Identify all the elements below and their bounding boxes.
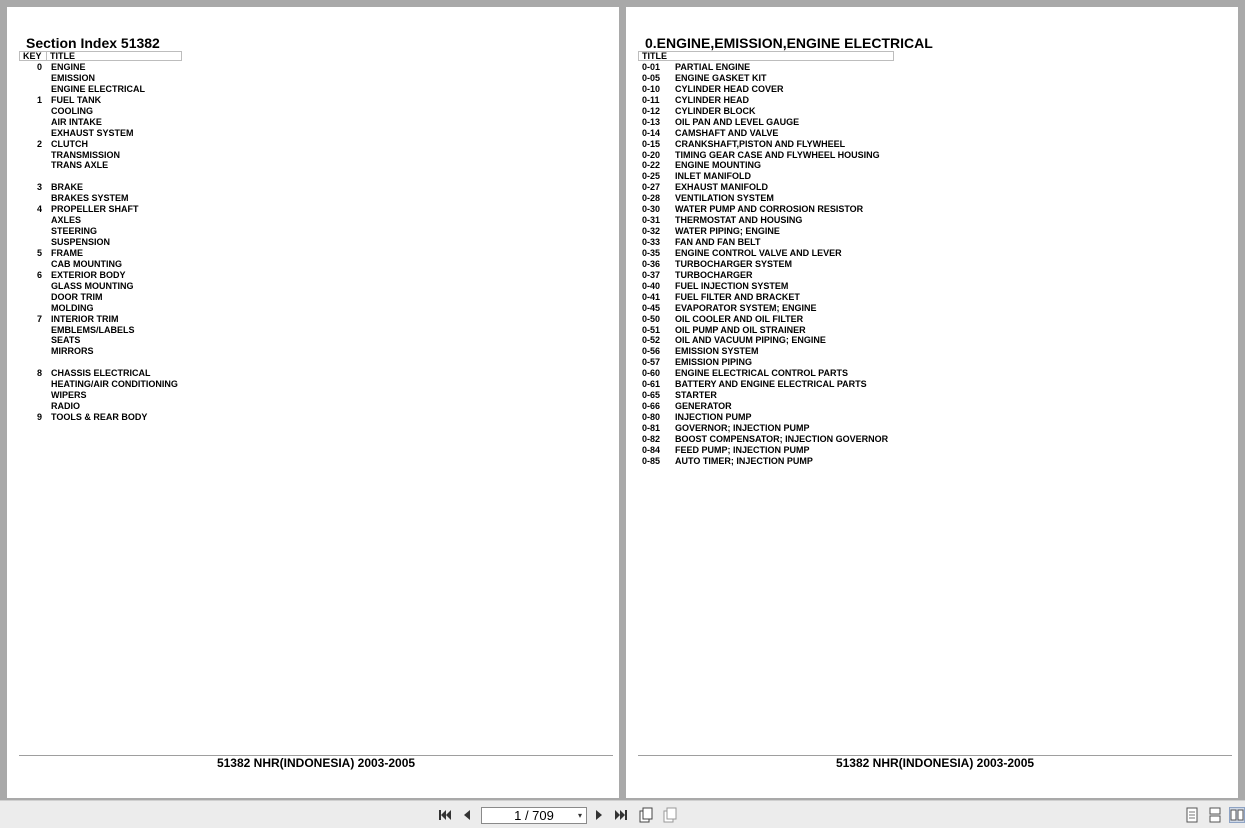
list-item — [20, 270, 220, 281]
key-column-header: KEY — [23, 51, 42, 61]
item-title: PROPELLER SHAFT — [51, 204, 139, 215]
item-key: 0-57 — [642, 357, 661, 368]
list-item — [642, 204, 962, 215]
item-title: CAB MOUNTING — [51, 258, 122, 269]
item-key: 0-30 — [642, 204, 661, 215]
item-title: CAMSHAFT AND VALVE — [675, 127, 779, 138]
list-item — [642, 215, 962, 226]
item-title: ENGINE ELECTRICAL — [51, 83, 146, 94]
item-title: BATTERY AND ENGINE ELECTRICAL PARTS — [675, 379, 867, 390]
list-item — [642, 182, 962, 193]
list-item — [642, 160, 962, 171]
item-title: EMISSION — [51, 72, 96, 83]
item-key: 0-84 — [642, 444, 661, 455]
item-key: 0-36 — [642, 258, 661, 269]
item-key: 0-13 — [642, 116, 661, 127]
list-item — [20, 73, 220, 84]
item-key: 6 — [36, 269, 42, 280]
item-title: EVAPORATOR SYSTEM; ENGINE — [675, 302, 817, 313]
list-item — [642, 84, 962, 95]
item-key: 0-33 — [642, 237, 661, 247]
item-title: TURBOCHARGER — [675, 269, 753, 280]
list-item — [642, 325, 962, 336]
item-title: TURBOCHARGER SYSTEM — [675, 258, 793, 269]
list-item — [20, 314, 220, 325]
next-page-icon — [592, 808, 606, 822]
copy-button[interactable] — [662, 807, 678, 823]
item-title: GOVERNOR; INJECTION PUMP — [675, 422, 810, 433]
item-title: INLET MANIFOLD — [675, 171, 751, 182]
item-title: AXLES — [51, 215, 82, 226]
item-title: HEATING/AIR CONDITIONING — [51, 379, 178, 390]
title-column-header: TITLE — [50, 51, 75, 61]
item-title: TOOLS & REAR BODY — [51, 412, 148, 422]
list-item — [20, 128, 220, 139]
two-page-view-button[interactable] — [1229, 807, 1245, 823]
item-title: ENGINE MOUNTING — [675, 160, 762, 171]
item-title: TRANS AXLE — [51, 160, 109, 171]
list-item — [642, 95, 962, 106]
item-key: 0-05 — [642, 72, 661, 83]
item-title: OIL PAN AND LEVEL GAUGE — [675, 116, 800, 127]
list-item — [642, 335, 962, 346]
first-page-icon — [438, 808, 452, 822]
item-title: MOLDING — [51, 302, 94, 313]
index-table-header — [19, 51, 182, 61]
continuous-view-button[interactable] — [1207, 807, 1223, 823]
list-item — [20, 117, 220, 128]
item-title: RADIO — [51, 401, 80, 412]
item-title: BRAKE — [51, 182, 84, 193]
section-index-title: Section Index 51382 — [26, 35, 160, 51]
item-title: EXHAUST SYSTEM — [51, 127, 134, 138]
item-title: EMISSION SYSTEM — [675, 346, 759, 357]
item-title: TRANSMISSION — [51, 149, 121, 160]
list-item — [20, 390, 220, 401]
previous-page-icon — [460, 808, 474, 822]
item-title: EMISSION PIPING — [675, 357, 753, 368]
last-page-button[interactable] — [613, 807, 629, 823]
item-title: FUEL TANK — [51, 94, 102, 105]
list-item — [20, 368, 220, 379]
list-item — [20, 303, 220, 314]
item-key: 0-11 — [642, 94, 660, 105]
item-title: CYLINDER HEAD COVER — [675, 83, 784, 94]
item-title: FRAME — [51, 247, 83, 258]
list-item — [642, 445, 962, 456]
continuous-view-icon — [1207, 807, 1223, 823]
item-key: 0-01 — [642, 62, 661, 72]
section-index-list — [20, 62, 220, 423]
list-item — [20, 226, 220, 237]
item-key: 0-60 — [642, 368, 661, 379]
item-title: ENGINE — [51, 62, 86, 72]
item-key: 0-51 — [642, 324, 661, 335]
item-key: 4 — [36, 204, 42, 215]
previous-page-button[interactable] — [459, 807, 475, 823]
parts-list — [642, 62, 962, 467]
list-item — [642, 270, 962, 281]
item-key: 7 — [36, 313, 42, 324]
single-page-view-button[interactable] — [1184, 807, 1200, 823]
two-page-view-icon — [1230, 808, 1244, 822]
item-title: FUEL INJECTION SYSTEM — [675, 280, 789, 291]
item-title: WIPERS — [51, 390, 87, 401]
list-item — [642, 401, 962, 412]
list-item — [20, 379, 220, 390]
item-title: WATER PUMP AND CORROSION RESISTOR — [675, 204, 864, 215]
item-key: 0-32 — [642, 226, 661, 237]
item-title: GENERATOR — [675, 401, 732, 412]
list-item — [642, 368, 962, 379]
item-key: 0-52 — [642, 335, 661, 346]
list-item — [642, 193, 962, 204]
parts-table-header — [638, 51, 894, 61]
list-item — [20, 401, 220, 412]
item-title: INTERIOR TRIM — [51, 313, 119, 324]
list-item — [642, 73, 962, 84]
last-page-icon — [614, 808, 628, 822]
item-key: 0-81 — [642, 422, 661, 433]
item-title: EXTERIOR BODY — [51, 269, 126, 280]
list-item — [20, 106, 220, 117]
item-title: DOOR TRIM — [51, 291, 103, 302]
list-item — [20, 84, 220, 95]
list-item — [642, 150, 962, 161]
item-title: FAN AND FAN BELT — [675, 237, 761, 247]
item-title: SUSPENSION — [51, 237, 111, 247]
list-item — [642, 226, 962, 237]
item-key: 9 — [36, 412, 42, 422]
item-key: 3 — [36, 182, 42, 193]
list-item — [642, 139, 962, 150]
item-key: 0-25 — [642, 171, 661, 182]
item-title: TIMING GEAR CASE AND FLYWHEEL HOUSING — [675, 149, 880, 160]
list-item — [642, 248, 962, 259]
item-title: FEED PUMP; INJECTION PUMP — [675, 444, 810, 455]
page-number-field[interactable] — [481, 807, 587, 824]
item-title: INJECTION PUMP — [675, 412, 752, 422]
item-title: BOOST COMPENSATOR; INJECTION GOVERNOR — [675, 433, 889, 444]
item-title: FUEL FILTER AND BRACKET — [675, 291, 800, 302]
list-item — [642, 303, 962, 314]
list-item — [20, 281, 220, 292]
list-item — [642, 434, 962, 445]
list-item — [642, 259, 962, 270]
list-item — [642, 314, 962, 325]
list-item — [642, 281, 962, 292]
item-key: 0-41 — [642, 291, 661, 302]
list-item — [642, 106, 962, 117]
item-key: 0-56 — [642, 346, 661, 357]
list-item — [20, 139, 220, 150]
list-item — [20, 292, 220, 303]
item-title: STARTER — [675, 390, 717, 401]
single-page-view-icon — [1184, 807, 1200, 823]
page-footer: 51382 NHR(INDONESIA) 2003-2005 — [216, 756, 416, 770]
item-title: STEERING — [51, 226, 98, 237]
list-item — [20, 335, 220, 346]
item-title: PARTIAL ENGINE — [675, 62, 751, 72]
list-item — [20, 248, 220, 259]
item-title: OIL COOLER AND OIL FILTER — [675, 313, 804, 324]
list-item — [20, 62, 220, 73]
item-title: BRAKES SYSTEM — [51, 193, 129, 204]
item-key: 0-28 — [642, 193, 661, 204]
rotate-button[interactable] — [638, 807, 654, 823]
list-item — [20, 171, 220, 182]
list-item — [20, 193, 220, 204]
next-page-button[interactable] — [591, 807, 607, 823]
item-title: OIL PUMP AND OIL STRAINER — [675, 324, 806, 335]
item-title: ENGINE CONTROL VALVE AND LEVER — [675, 247, 842, 258]
item-key: 0 — [36, 62, 42, 72]
page-left — [7, 7, 619, 798]
item-title: SEATS — [51, 335, 81, 346]
item-key: 0-45 — [642, 302, 661, 313]
item-title: THERMOSTAT AND HOUSING — [675, 215, 803, 226]
list-item — [642, 357, 962, 368]
list-item — [20, 215, 220, 226]
copy-icon — [662, 807, 678, 823]
rotate-icon — [638, 807, 654, 823]
chevron-down-icon[interactable]: ▾ — [577, 811, 582, 820]
item-key: 5 — [36, 247, 42, 258]
item-title: ENGINE GASKET KIT — [675, 72, 767, 83]
item-key: 0-31 — [642, 215, 661, 226]
item-title: CYLINDER HEAD — [675, 94, 750, 105]
list-item — [20, 346, 220, 357]
list-item — [20, 412, 220, 423]
item-key: 0-61 — [642, 379, 661, 390]
list-item — [642, 379, 962, 390]
item-key: 0-82 — [642, 433, 661, 444]
viewer-toolbar — [0, 800, 1245, 828]
item-key: 0-10 — [642, 83, 661, 94]
item-title: ENGINE ELECTRICAL CONTROL PARTS — [675, 368, 849, 379]
item-title: EXHAUST MANIFOLD — [675, 182, 768, 193]
item-key: 8 — [36, 368, 42, 379]
list-item — [642, 128, 962, 139]
item-key: 0-27 — [642, 182, 661, 193]
list-item — [20, 237, 220, 248]
list-item — [642, 62, 962, 73]
item-title: OIL AND VACUUM PIPING; ENGINE — [675, 335, 826, 346]
list-item — [642, 412, 962, 423]
item-key: 0-35 — [642, 247, 661, 258]
page-indicator: 1 / 709 — [514, 808, 554, 823]
item-title: COOLING — [51, 105, 93, 116]
item-key: 2 — [36, 138, 42, 149]
item-key: 0-85 — [642, 455, 661, 466]
item-title: MIRRORS — [51, 346, 94, 357]
item-key: 0-14 — [642, 127, 661, 138]
item-key: 0-65 — [642, 390, 661, 401]
item-title: CHASSIS ELECTRICAL — [51, 368, 151, 379]
item-key: 1 — [36, 94, 42, 105]
item-key: 0-22 — [642, 160, 661, 171]
item-key: 0-50 — [642, 313, 661, 324]
item-key: 0-15 — [642, 138, 661, 149]
item-key: 0-80 — [642, 412, 661, 422]
list-item — [20, 95, 220, 106]
item-title: CYLINDER BLOCK — [675, 105, 756, 116]
list-item — [642, 117, 962, 128]
list-item — [20, 150, 220, 161]
item-key: 0-66 — [642, 401, 661, 412]
item-title: AUTO TIMER; INJECTION PUMP — [675, 455, 813, 466]
item-key: 0-37 — [642, 269, 661, 280]
item-title: CRANKSHAFT,PISTON AND FLYWHEEL — [675, 138, 846, 149]
page-footer: 51382 NHR(INDONESIA) 2003-2005 — [835, 756, 1035, 770]
list-item — [642, 346, 962, 357]
item-title: WATER PIPING; ENGINE — [675, 226, 780, 237]
item-title: GLASS MOUNTING — [51, 280, 134, 291]
first-page-button[interactable] — [437, 807, 453, 823]
list-item — [642, 292, 962, 303]
list-item — [642, 390, 962, 401]
list-item — [20, 259, 220, 270]
item-title: EMBLEMS/LABELS — [51, 324, 135, 335]
item-title: AIR INTAKE — [51, 116, 102, 127]
list-item — [642, 456, 962, 467]
item-key: 0-12 — [642, 105, 661, 116]
section-title: 0.ENGINE,EMISSION,ENGINE ELECTRICAL — [645, 35, 933, 51]
list-item — [20, 182, 220, 193]
list-item — [642, 171, 962, 182]
title-column-header: TITLE — [642, 51, 667, 61]
list-item — [642, 237, 962, 248]
list-item — [642, 423, 962, 434]
list-item — [20, 204, 220, 215]
item-title: VENTILATION SYSTEM — [675, 193, 774, 204]
item-key: 0-20 — [642, 149, 661, 160]
list-item — [20, 357, 220, 368]
item-key: 0-40 — [642, 280, 661, 291]
page-right — [626, 7, 1238, 798]
list-item — [20, 325, 220, 336]
item-title: CLUTCH — [51, 138, 88, 149]
list-item — [20, 160, 220, 171]
